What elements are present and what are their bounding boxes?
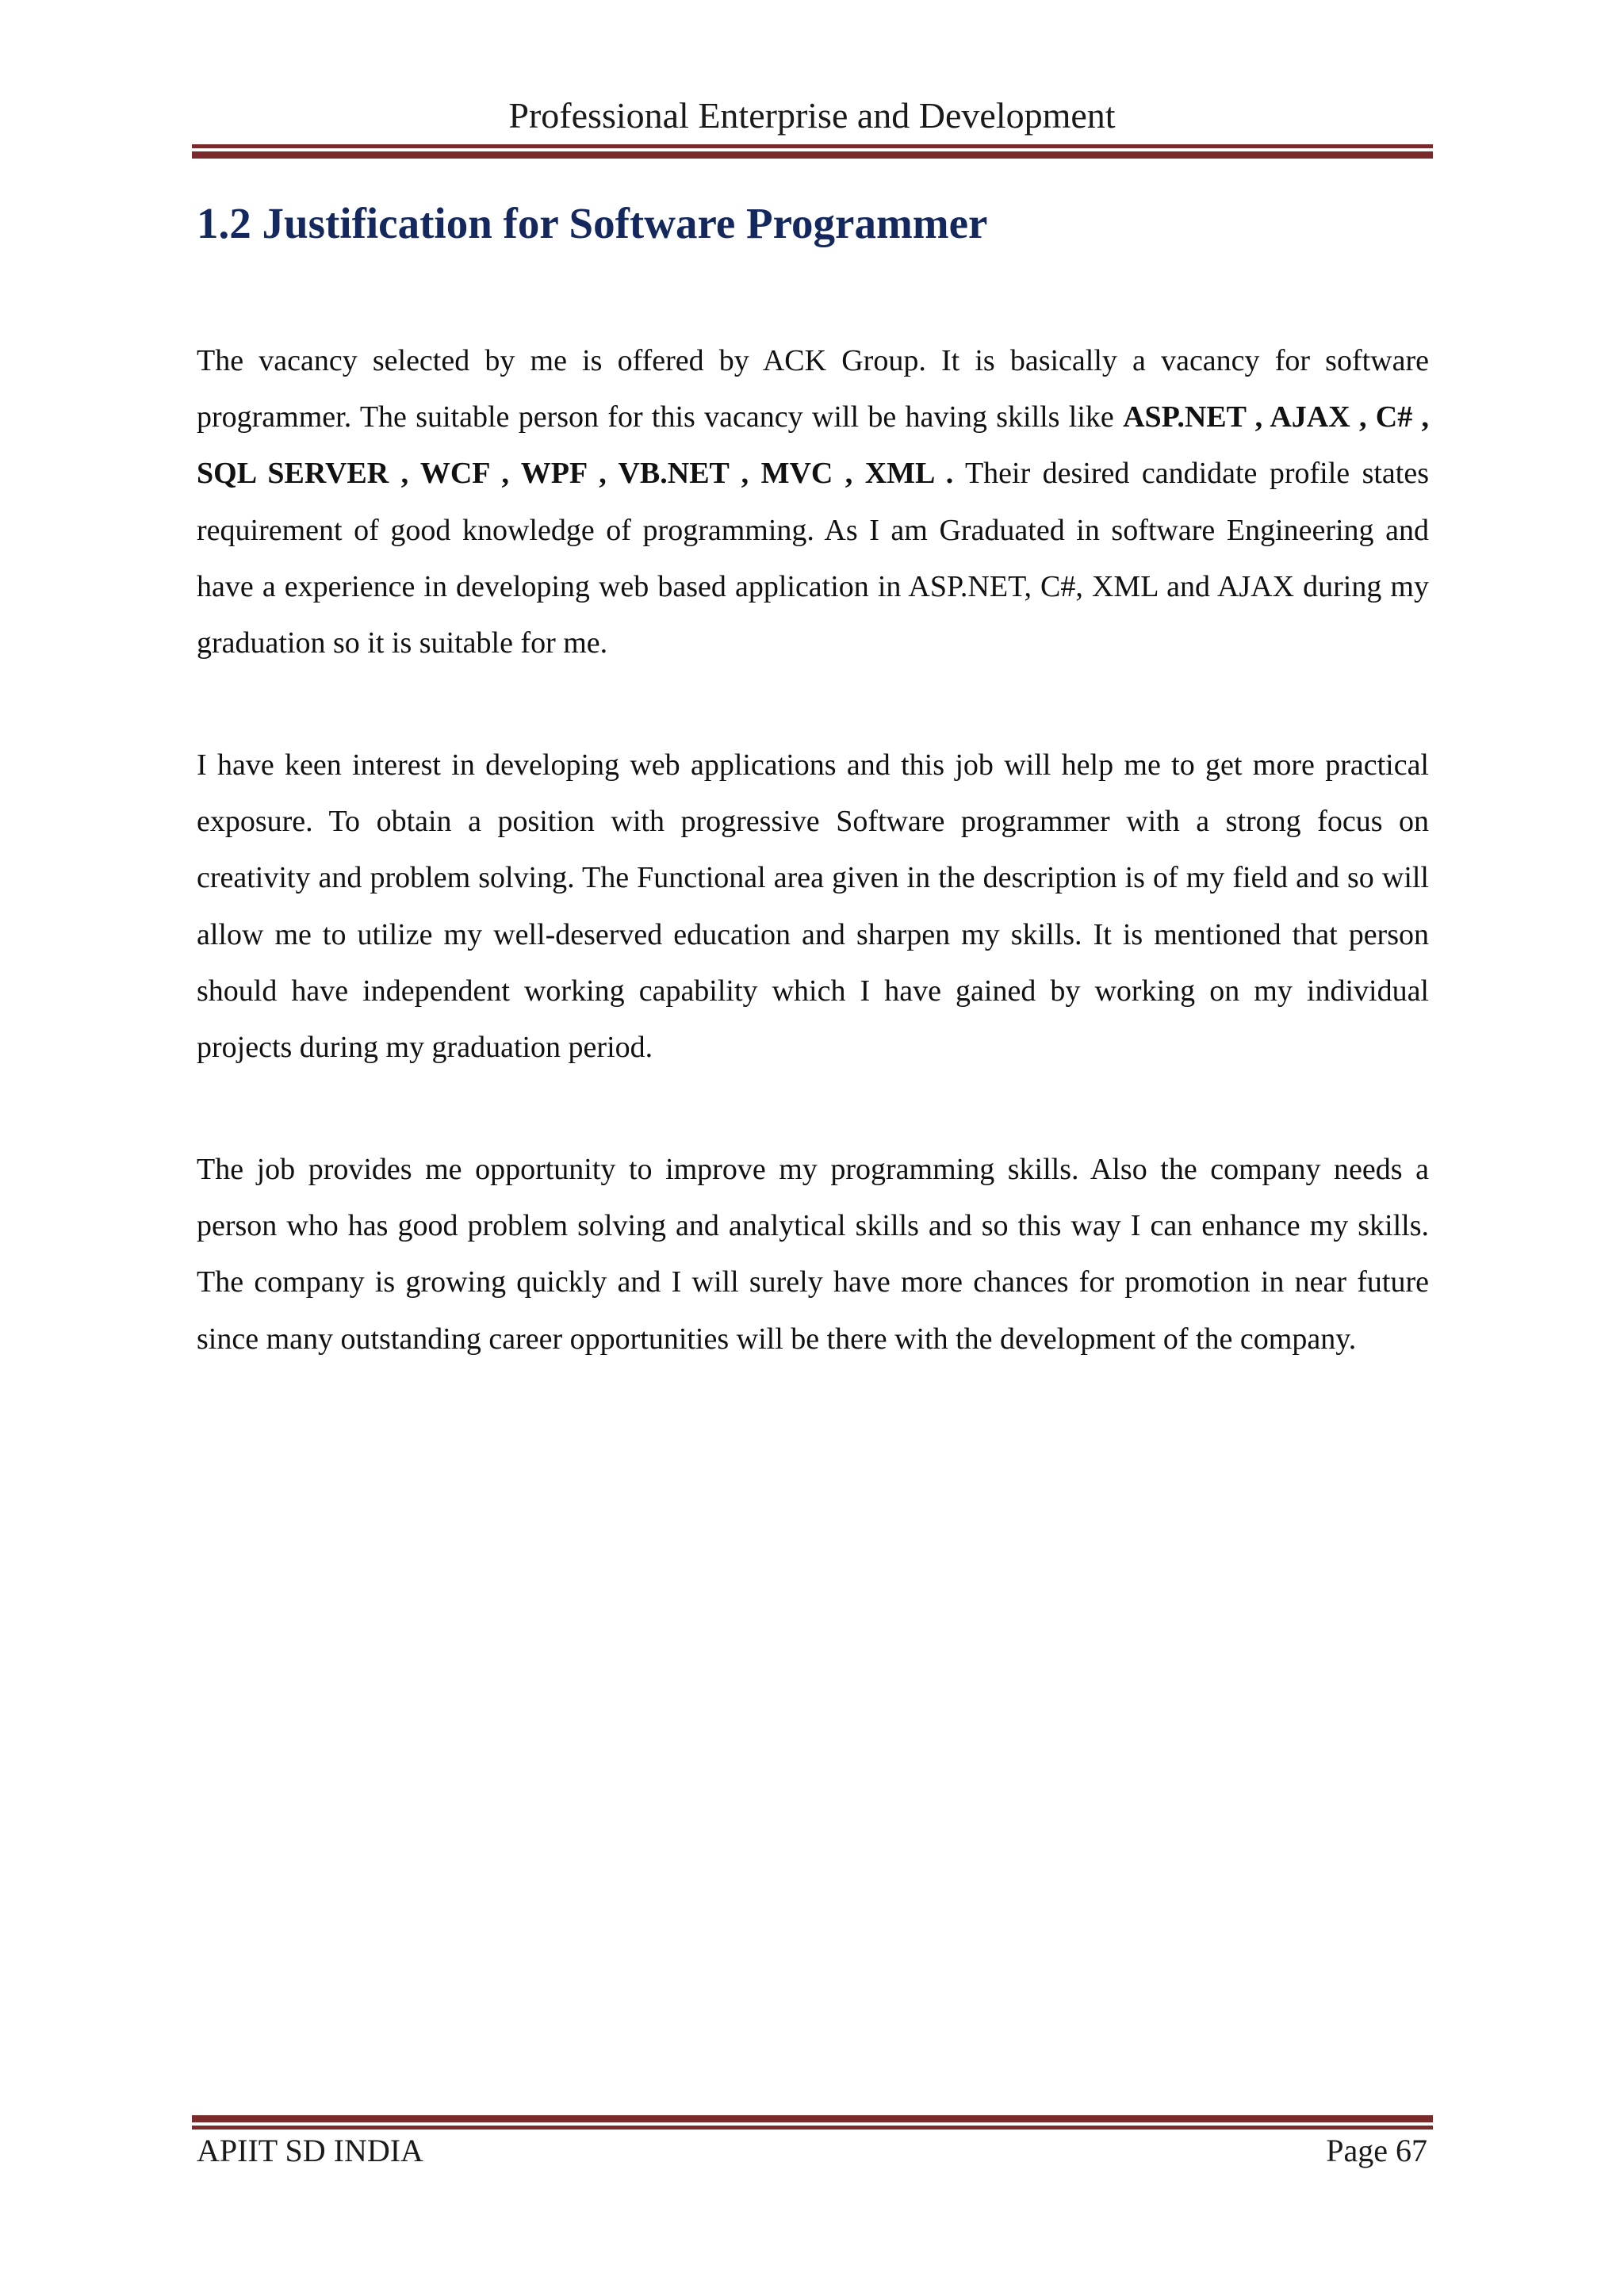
footer-institution: APIIT SD INDIA (197, 2133, 423, 2168)
footer-rule-thin (192, 2126, 1433, 2130)
paragraph-1 (197, 333, 1429, 672)
running-header: Professional Enterprise and Development (508, 95, 1116, 136)
footer-rule (192, 2115, 1433, 2130)
footer-rule-thick (192, 2115, 1433, 2122)
paragraph-1-rest: Their desired candidate profile states requirement of good knowledge of programming. As I am Graduated in software Engineering and have a experience in developing web based application in ASP.NET, C#, XML and AJAX during my graduation so it is suitable for me. (197, 457, 1429, 660)
skills-list: ASP.NET , AJAX , C# , SQL SERVER , WCF , WPF , VB.NET , MVC , XML . (197, 400, 1429, 491)
paragraph-3: The job provides me opportunity to improve my programming skills. Also the company needs a person who has good problem solving and analytical skills and so this way I can enhance my skills. The company is growing quickly and I will surely have more chances for promotion in near future since many outstanding career opportunities will be there with the development of the company. (197, 1153, 1429, 1356)
paragraph-2: I have keen interest in developing web applications and this job will help me to get more practical exposure. To obtain a position with progressive Software programmer with a strong focus on creativity and problem solving. The Functional area given in the description is of my field and so will allow me to utilize my well-deserved education and sharpen my skills. It is mentioned that person should have independent working capability which I have gained by working on my individual projects during my graduation period. (197, 748, 1429, 1065)
header-rule-thick (192, 151, 1433, 159)
section-heading: 1.2 Justification for Software Programmer (197, 199, 988, 247)
page-number: Page 67 (1326, 2133, 1427, 2168)
header-rule (192, 144, 1433, 159)
paragraph-1-intro: The vacancy selected by me is offered by ACK Group. It is basically a vacancy for software programmer. The suitable person for this vacancy will be having skills like (197, 344, 1429, 434)
